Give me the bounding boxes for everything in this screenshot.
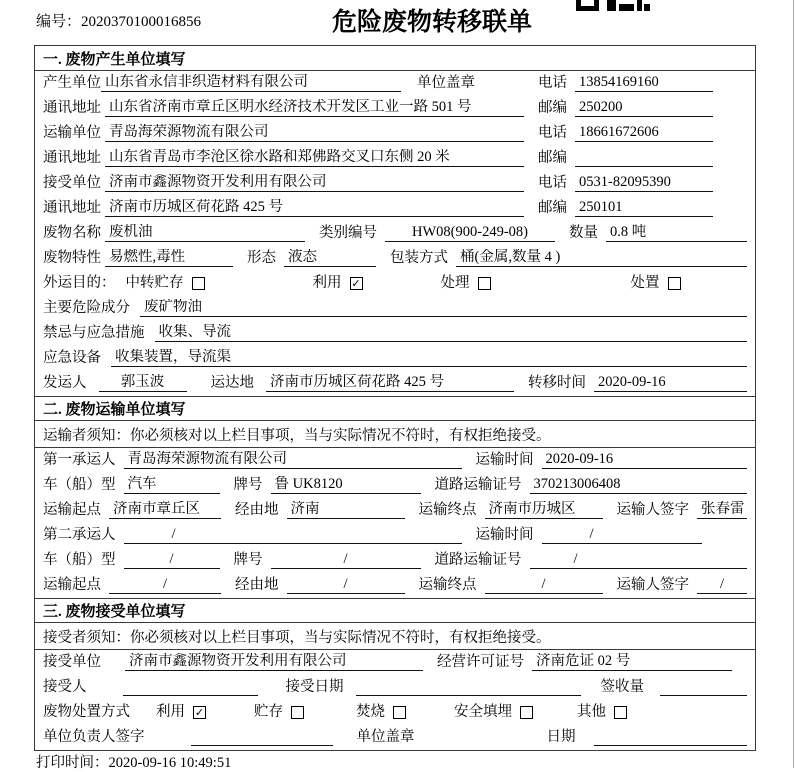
producer-phone-label: 电话 (538, 75, 567, 91)
receiver-address-row (35, 196, 755, 221)
producer-address-label: 通讯地址 (43, 100, 101, 116)
waste-form-label: 形态 (247, 250, 276, 266)
destination-value: 济南市历城区荷花路 425 号 (266, 374, 514, 392)
purpose-treat-checkbox (478, 277, 491, 290)
disposal-incinerate-checkbox (393, 706, 406, 719)
responsible-sign-value (191, 729, 333, 746)
print-time-value: 2020-09-16 10:49:51 (108, 755, 232, 771)
transporter-notice-row (35, 421, 755, 448)
plate2-value: / (271, 551, 421, 569)
section-transporter (35, 396, 755, 598)
purpose-utilize-checkbox: ✓ (351, 278, 361, 290)
serial-number-value: 2020370100016856 (81, 14, 202, 30)
plate1-label: 牌号 (233, 477, 263, 493)
emergency-equipment-row (35, 346, 755, 371)
sign-date-label: 日期 (546, 729, 576, 745)
hazard-component-label: 主要危险成分 (43, 300, 130, 316)
transport-purpose-label: 外运目的： (43, 275, 116, 291)
waste-property-value: 易燃性,毒性 (105, 249, 233, 267)
transfer-form-table (34, 45, 756, 751)
transporter-notice-text: 运输者须知：你必须核对以上栏目事项，当与实际情况不符时，有权拒绝接受。 (43, 427, 551, 444)
receiver-zip-value: 250101 (575, 199, 713, 217)
disposal-method-label: 废物处置方式 (43, 704, 130, 720)
transport-purpose-row (35, 271, 755, 296)
disposal-option-incinerate-label: 焚烧 (356, 704, 385, 720)
section-transporter-title: 二. 废物运输单位填写 (35, 396, 755, 421)
accept-person-row (35, 675, 755, 700)
serial-number-label: 编号： (36, 14, 82, 30)
transporter-phone-value: 18661672606 (575, 124, 713, 142)
producer-unit-value: 山东省永信非织造材料有限公司 (101, 74, 401, 92)
hazard-component-row (35, 296, 755, 321)
waste-name-value: 废机油 (105, 224, 305, 242)
transporter-unit-value: 青岛海荣源物流有限公司 (105, 124, 524, 142)
road-permit1-label: 道路运输证号 (434, 477, 522, 493)
receipt-amount-label: 签收量 (600, 679, 644, 695)
receiver-address-label: 通讯地址 (43, 200, 101, 216)
transporter-zip-value (575, 150, 713, 167)
waste-form-value: 液态 (284, 249, 376, 267)
transfer-time-label: 转移时间 (528, 375, 586, 391)
purpose-transfer-storage-checkbox (192, 277, 205, 290)
first-carrier-label: 第一承运人 (43, 452, 116, 468)
waste-category-value: HW08(900-249-08) (385, 224, 555, 242)
waste-name-row (35, 221, 755, 246)
plate1-value: 鲁 UK8120 (271, 476, 421, 494)
accept-date-value (356, 679, 581, 696)
origin2-value: / (109, 576, 221, 594)
emergency-measures-value: 收集、导流 (155, 324, 748, 342)
accept-unit-value: 济南市鑫源物资开发利用有限公司 (125, 653, 423, 671)
producer-address-value: 山东省济南市章丘区明水经济技术开发区工业一路 501 号 (105, 99, 524, 117)
via2-value: / (287, 576, 405, 594)
section-producer-title: 一. 废物产生单位填写 (35, 46, 755, 71)
waste-qty-label: 数量 (569, 225, 598, 241)
receiver-address-value: 济南市历城区荷花路 425 号 (105, 199, 524, 217)
dispatch-row (35, 371, 755, 396)
page-right-edge (793, 0, 794, 768)
waste-name-label: 废物名称 (43, 225, 101, 241)
second-carrier-label: 第二承运人 (43, 527, 116, 543)
disposal-option-other (577, 704, 627, 721)
transporter-unit-row (35, 121, 755, 146)
transporter-phone-label: 电话 (538, 125, 567, 141)
carrier-sign2-value: / (697, 576, 747, 594)
accept-person-value (123, 679, 258, 696)
disposal-utilize-checkbox: ✓ (194, 707, 205, 719)
via1-value: 济南 (287, 501, 405, 519)
disposal-option-store-label: 贮存 (254, 704, 283, 720)
purpose-option-treat-label: 处理 (440, 275, 470, 291)
document-header (0, 0, 796, 44)
license-label: 经营许可证号 (437, 654, 524, 670)
accept-date-label: 接受日期 (285, 679, 344, 695)
transporter-address-label: 通讯地址 (43, 150, 101, 166)
origin1-label: 运输起点 (43, 502, 101, 518)
disposal-other-checkbox (614, 706, 627, 719)
receiver-notice-text: 接受者须知：你必须核对以上栏目事项，当与实际情况不符时，有权拒绝接受。 (43, 629, 551, 646)
end1-label: 运输终点 (418, 502, 477, 518)
disposal-option-other-label: 其他 (577, 704, 606, 720)
waste-property-label: 废物特性 (43, 250, 101, 266)
road-permit1-value: 370213006408 (530, 476, 748, 494)
purpose-option-treat (441, 275, 491, 292)
receiver-unit-row (35, 171, 755, 196)
transport-time1-label: 运输时间 (475, 452, 534, 468)
disposal-method-row (35, 700, 755, 725)
waste-property-row (35, 246, 755, 271)
packing-method-label: 包装方式 (390, 250, 448, 266)
vehicle-type2-value: / (124, 551, 220, 569)
print-time (36, 751, 231, 772)
purpose-option-transfer-storage-label: 中转贮存 (125, 275, 184, 291)
producer-unit-label: 产生单位 (43, 75, 101, 91)
disposal-option-store (254, 704, 304, 721)
packing-method-value: 桶(金属,数量 4 ) (456, 249, 747, 267)
page-title: 危险废物转移联单 (332, 9, 533, 36)
transporter-unit-label: 运输单位 (43, 125, 101, 141)
dispatcher-label: 发运人 (43, 375, 87, 391)
purpose-option-utilize (313, 275, 363, 292)
emergency-equipment-label: 应急设备 (43, 350, 101, 366)
end2-value: / (485, 576, 603, 594)
emergency-measures-row (35, 321, 755, 346)
disposal-store-checkbox (291, 706, 304, 719)
vehicle-type1-value: 汽车 (124, 476, 220, 494)
disposal-option-landfill (454, 704, 533, 721)
transporter-zip-label: 邮编 (538, 150, 567, 166)
origin1-value: 济南市章丘区 (109, 501, 221, 519)
transfer-time-value: 2020-09-16 (594, 374, 747, 392)
plate2-label: 牌号 (233, 552, 263, 568)
emergency-equipment-value: 收集装置，导流渠 (111, 349, 747, 367)
waste-category-label: 类别编号 (319, 225, 377, 241)
unit-seal2-label: 单位盖章 (356, 729, 415, 745)
responsible-sign-row (35, 725, 755, 750)
route1-row (35, 498, 755, 523)
hazard-component-value: 废矿物油 (140, 299, 747, 317)
license-value: 济南危证 02 号 (532, 653, 732, 671)
accept-unit-row (35, 650, 755, 675)
purpose-option-dispose-label: 处置 (630, 275, 660, 291)
first-carrier-row (35, 448, 755, 473)
print-time-label: 打印时间： (36, 755, 109, 771)
transport-time2-value: / (542, 526, 702, 544)
disposal-option-utilize (156, 704, 206, 721)
vehicle-type1-label: 车（船）型 (43, 477, 116, 493)
transport-time1-value: 2020-09-16 (542, 451, 748, 469)
serial-number (36, 10, 201, 31)
end1-value: 济南市历城区 (485, 501, 603, 519)
accept-unit-label: 接受单位 (43, 654, 101, 670)
receiver-unit-value: 济南市鑫源物资开发利用有限公司 (105, 174, 524, 192)
carrier-sign1-value: 张春雷 (697, 501, 747, 519)
purpose-dispose-checkbox (668, 277, 681, 290)
section-receiver-title: 三. 废物接受单位填写 (35, 598, 755, 623)
purpose-option-dispose (631, 275, 681, 292)
receiver-notice-row (35, 623, 755, 650)
vehicle1-row (35, 473, 755, 498)
purpose-option-utilize-label: 利用 (312, 275, 342, 291)
receiver-zip-label: 邮编 (538, 200, 567, 216)
section-receiver (35, 598, 755, 750)
accept-person-label: 接受人 (43, 679, 87, 695)
vehicle2-row (35, 548, 755, 573)
route2-row (35, 573, 755, 598)
transport-time2-label: 运输时间 (475, 527, 534, 543)
origin2-label: 运输起点 (43, 577, 101, 593)
disposal-option-utilize-label: 利用 (156, 704, 185, 720)
second-carrier-row (35, 523, 755, 548)
disposal-option-landfill-label: 安全填埋 (454, 704, 512, 720)
producer-phone-value: 13854169160 (575, 74, 713, 92)
receiver-unit-label: 接受单位 (43, 175, 101, 191)
transporter-address-value: 山东省青岛市李沧区徐水路和郑佛路交叉口东侧 20 米 (105, 149, 524, 167)
section-producer (35, 46, 755, 396)
transporter-address-row (35, 146, 755, 171)
producer-address-row (35, 96, 755, 121)
carrier-sign2-label: 运输人签字 (616, 577, 689, 593)
disposal-landfill-checkbox (520, 706, 533, 719)
end2-label: 运输终点 (418, 577, 477, 593)
emergency-measures-label: 禁忌与应急措施 (43, 325, 145, 341)
producer-zip-label: 邮编 (538, 100, 567, 116)
unit-seal-label: 单位盖章 (417, 75, 475, 91)
disposal-option-incinerate (356, 704, 406, 721)
destination-label: 运达地 (210, 375, 254, 391)
purpose-option-transfer-storage (126, 275, 205, 292)
via1-label: 经由地 (235, 502, 279, 518)
receipt-amount-value (660, 679, 747, 696)
first-carrier-value: 青岛海荣源物流有限公司 (124, 451, 462, 469)
vehicle-type2-label: 车（船）型 (43, 552, 116, 568)
dispatcher-value: 郭玉波 (99, 374, 187, 392)
receiver-phone-label: 电话 (538, 175, 567, 191)
via2-label: 经由地 (235, 577, 279, 593)
producer-unit-row (35, 71, 755, 96)
second-carrier-value: / (124, 526, 462, 544)
responsible-sign-label: 单位负责人签字 (43, 729, 145, 745)
road-permit2-label: 道路运输证号 (434, 552, 522, 568)
road-permit2-value: / (530, 551, 748, 569)
sign-date-value (594, 729, 748, 746)
carrier-sign1-label: 运输人签字 (616, 502, 689, 518)
producer-zip-value: 250200 (575, 99, 713, 117)
waste-qty-value: 0.8 吨 (606, 224, 747, 242)
receiver-phone-value: 0531-82095390 (575, 174, 713, 192)
